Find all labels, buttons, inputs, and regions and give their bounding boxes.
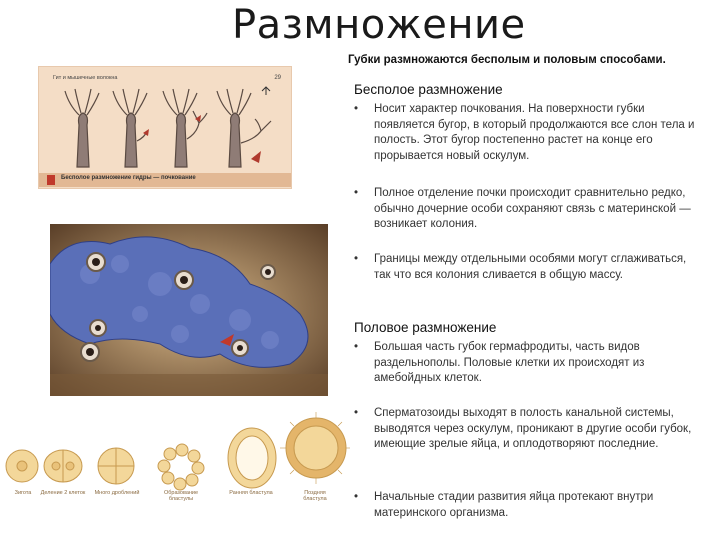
- figure-caption-bottom: Бесполое размножение гидры — почкование: [61, 175, 196, 181]
- embryo-label-2: Деление 2 клеток: [40, 490, 86, 496]
- embryo-label-6: Поздняя бластула: [303, 490, 327, 502]
- bullet-dot: •: [354, 253, 359, 265]
- hydra-budding-figure: [38, 66, 292, 189]
- sexual-bullet-1: [354, 340, 704, 387]
- sexual-heading: Половое размножение: [354, 320, 497, 335]
- bullet-dot: •: [354, 407, 359, 419]
- asexual-bullet-2: [354, 186, 704, 233]
- bullet-dot: •: [354, 341, 359, 353]
- bullet-text: Полное отделение почки происходит сравнительно редко, обычно дочерние особи сохраняют связь с материнской — возникает колония.: [374, 187, 691, 230]
- asexual-bullet-3: [354, 252, 704, 283]
- bullet-dot: •: [354, 103, 359, 115]
- bullet-text: Сперматозоиды выходят в полость канальной системы, выводятся через оскулум, проникают в другие особи губок, имеющие зрелые яйца, и оплодотворяют последние.: [374, 407, 692, 450]
- figure-number: 29: [274, 75, 281, 81]
- embryo-label-3: Много дроблений: [94, 490, 140, 496]
- bullet-text: Большая часть губок гермафродиты, часть видов раздельнополы. Половые клетки их происходят из амебойдных клеток.: [374, 341, 645, 384]
- bullet-dot: •: [354, 187, 359, 199]
- asexual-heading: Бесполое размножение: [354, 82, 503, 97]
- embryo-label-1: Зигота: [14, 490, 32, 496]
- sexual-bullet-3: [354, 490, 704, 521]
- bullet-text: Границы между отдельными особями могут сглаживаться, так что вся колония сливается в общую массу.: [374, 253, 687, 281]
- asexual-bullet-1: [354, 102, 704, 164]
- hydra-illustration: [39, 67, 291, 173]
- sexual-bullet-2: [354, 406, 704, 453]
- embryo-label-5: Ранняя бластула: [229, 490, 273, 496]
- figure-caption-top: Гит и мышечные волокна: [53, 75, 118, 81]
- figure-marker: [47, 175, 55, 185]
- page-title: Размножение: [232, 2, 526, 48]
- embryo-development-figure: [0, 398, 350, 540]
- sponge-colony-photo: [50, 224, 328, 396]
- bullet-text: Начальные стадии развития яйца протекают внутри материнского организма.: [374, 491, 654, 519]
- embryo-label-4: Образование бластулы: [163, 490, 199, 502]
- page-subtitle: Губки размножаются бесполым и половым способами.: [348, 54, 666, 66]
- bullet-text: Носит характер почкования. На поверхности губки появляется бугор, в который продолжаются все слон тела и полость. Этот бугор постепенно растет на конце его прорывается новый оскулум.: [374, 103, 695, 162]
- sponge-colony-illustration: [50, 224, 328, 396]
- bullet-dot: •: [354, 491, 359, 503]
